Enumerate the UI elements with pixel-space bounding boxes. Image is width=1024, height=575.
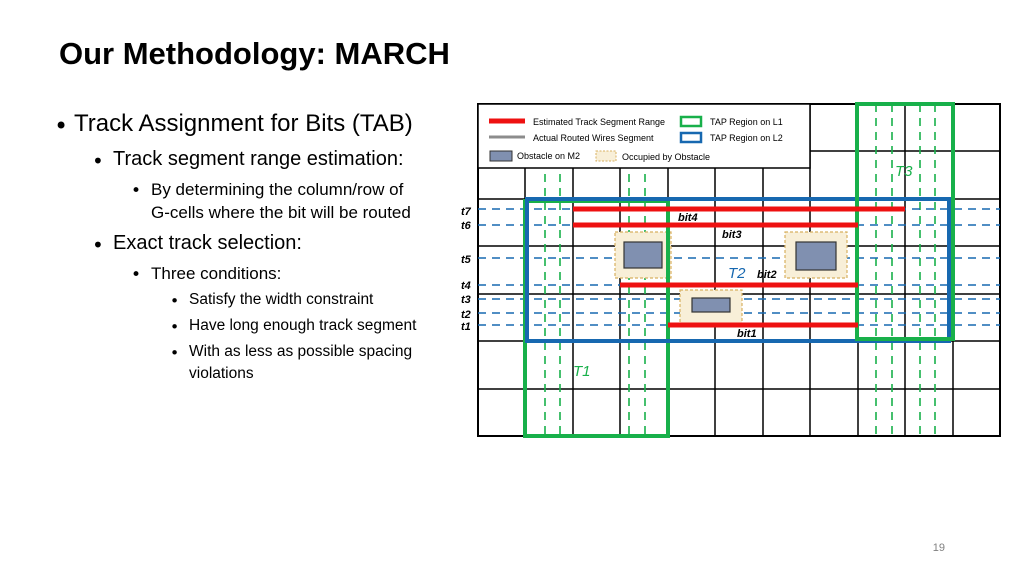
bullet-condition-spacing-line1: With as less as possible spacing [189, 343, 413, 360]
legend-gray-label: Actual Routed Wires Segment [533, 133, 654, 143]
bullet-tab: Track Assignment for Bits (TAB) [74, 110, 413, 137]
bullet-condition-width: Satisfy the width constraint [189, 291, 374, 308]
bullet-determine-line1: By determining the column/row of [151, 180, 404, 199]
legend-obstacle-swatch [490, 151, 512, 161]
obstacle-center [680, 290, 742, 324]
label-bit2: bit2 [757, 269, 777, 281]
bullet-marker: • [92, 149, 104, 173]
track-label-t4: t4 [461, 280, 471, 292]
bullet-exact-track: Exact track selection: [113, 232, 302, 254]
legend-occupied-swatch [596, 151, 616, 161]
bullet-range-estimation: Track segment range estimation: [113, 148, 404, 170]
bullet-marker: • [92, 233, 104, 257]
label-t3: T3 [895, 163, 913, 180]
bullet-marker: • [131, 265, 142, 285]
label-bit4: bit4 [678, 212, 698, 224]
bullet-marker: • [170, 318, 180, 336]
obstacle-left [615, 232, 671, 278]
page-number: 19 [932, 542, 945, 554]
slide-title: Our Methodology: MARCH [59, 36, 450, 71]
legend-obstacle-label: Obstacle on M2 [517, 151, 581, 161]
track-label-t6: t6 [461, 220, 471, 232]
obstacle-right [785, 232, 847, 278]
track-label-t5: t5 [461, 254, 471, 266]
legend [478, 104, 810, 168]
label-bit1: bit1 [737, 328, 757, 340]
track-label-t3: t3 [461, 294, 471, 306]
bullet-determine-line2: G-cells where the bit will be routed [151, 203, 411, 222]
track-label-t1: t1 [461, 321, 471, 333]
legend-blue-label: TAP Region on L2 [710, 133, 783, 143]
bullet-marker: • [170, 344, 180, 362]
legend-red-label: Estimated Track Segment Range [533, 117, 666, 127]
bullet-marker: • [54, 112, 69, 140]
bullet-condition-segment: Have long enough track segment [189, 317, 417, 334]
track-label-t2: t2 [461, 309, 471, 321]
label-t1: T1 [573, 363, 591, 380]
label-bit3: bit3 [722, 229, 742, 241]
bullet-three-conditions: Three conditions: [151, 264, 282, 283]
legend-green-label: TAP Region on L1 [710, 117, 783, 127]
label-t2: T2 [728, 265, 746, 282]
bullet-condition-spacing-line2: violations [189, 365, 254, 382]
legend-occupied-label: Occupied by Obstacle [622, 152, 711, 162]
bullet-marker: • [131, 181, 142, 201]
bullet-marker: • [170, 292, 180, 310]
track-label-t7: t7 [461, 206, 471, 218]
